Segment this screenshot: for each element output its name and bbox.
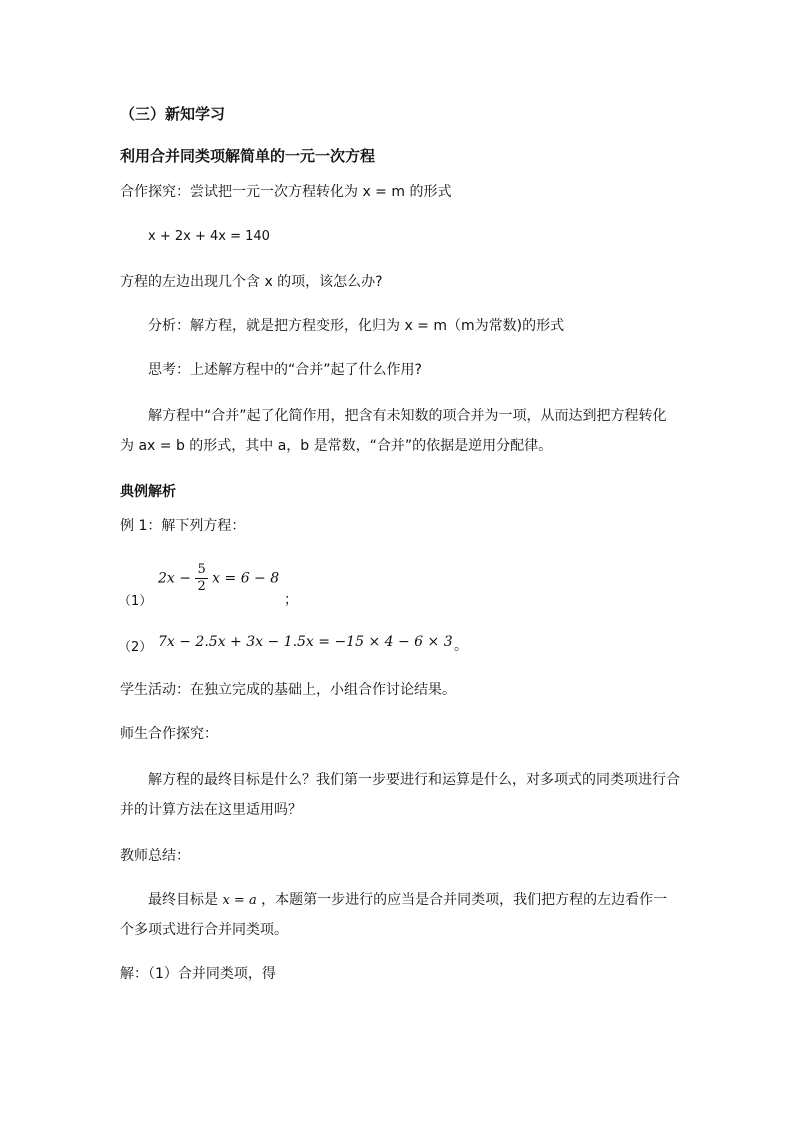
- coop-equation: x + 2x + 4x = 140: [148, 229, 270, 244]
- coop-question: 方程的左边出现几个含 x 的项，该怎么办?: [120, 274, 383, 290]
- coop-explain-line-2: 为 ax = b 的形式，其中 a，b 是常数，“合并”的依据是逆用分配律。: [120, 438, 553, 454]
- example-heading: 典例解析: [120, 484, 176, 500]
- solution-line: 解：（1）合并同类项，得: [120, 966, 276, 982]
- student-activity: 学生活动：在独立完成的基础上，小组合作讨论结果。: [120, 682, 456, 698]
- coop-analysis: 分析：解方程，就是把方程变形，化归为 x = m（m为常数)的形式: [148, 318, 565, 334]
- coop-intro: 合作探究：尝试把一元一次方程转化为 x = m 的形式: [120, 184, 452, 200]
- teacher-summary-label: 教师总结：: [120, 848, 190, 864]
- coop-explain-line-1: 解方程中“合并”起了化简作用，把含有未知数的项合并为一项，从而达到把方程转化: [148, 408, 667, 424]
- section-subtitle: 利用合并同类项解简单的一元一次方程: [120, 147, 376, 165]
- eq1-frac-num: 5: [197, 562, 206, 577]
- eq2-equation: 7x − 2.5x + 3x − 1.5x = −15 × 4 − 6 × 3: [158, 634, 453, 650]
- eq1-frac-den: 2: [197, 579, 206, 594]
- eq2-label: （2）: [118, 640, 153, 655]
- eq1-fraction: [195, 562, 207, 595]
- eq1-left-a: 2x −: [158, 570, 191, 587]
- eq1-equation: [158, 562, 279, 595]
- summary-line-1: [148, 890, 667, 911]
- eq1-semicolon: ；: [284, 592, 298, 608]
- summary-text-a: 最终目标是: [148, 892, 218, 908]
- eq1-label: （1）: [118, 594, 153, 609]
- eq1-left-b: x = 6 − 8: [212, 570, 280, 587]
- summary-line-2: 个多项式进行合并同类项。: [120, 922, 288, 938]
- question-line-2: 并的计算方法在这里适用吗？: [120, 802, 302, 818]
- question-line-1: 解方程的最终目标是什么？我们第一步要进行和运算是什么，对多项式的同类项进行合: [148, 772, 680, 788]
- summary-text-b: ，本题第一步进行的应当是合并同类项，我们把方程的左边看作一: [261, 892, 668, 908]
- coop-think: 思考：上述解方程中的“合并”起了什么作用?: [148, 362, 422, 378]
- section-title: （三）新知学习: [120, 105, 226, 123]
- example-label: 例 1：解下列方程：: [120, 518, 246, 534]
- summary-math: x = a: [222, 893, 257, 908]
- eq2-end: 。: [454, 638, 468, 654]
- teacher-student-heading: 师生合作探究：: [120, 726, 218, 742]
